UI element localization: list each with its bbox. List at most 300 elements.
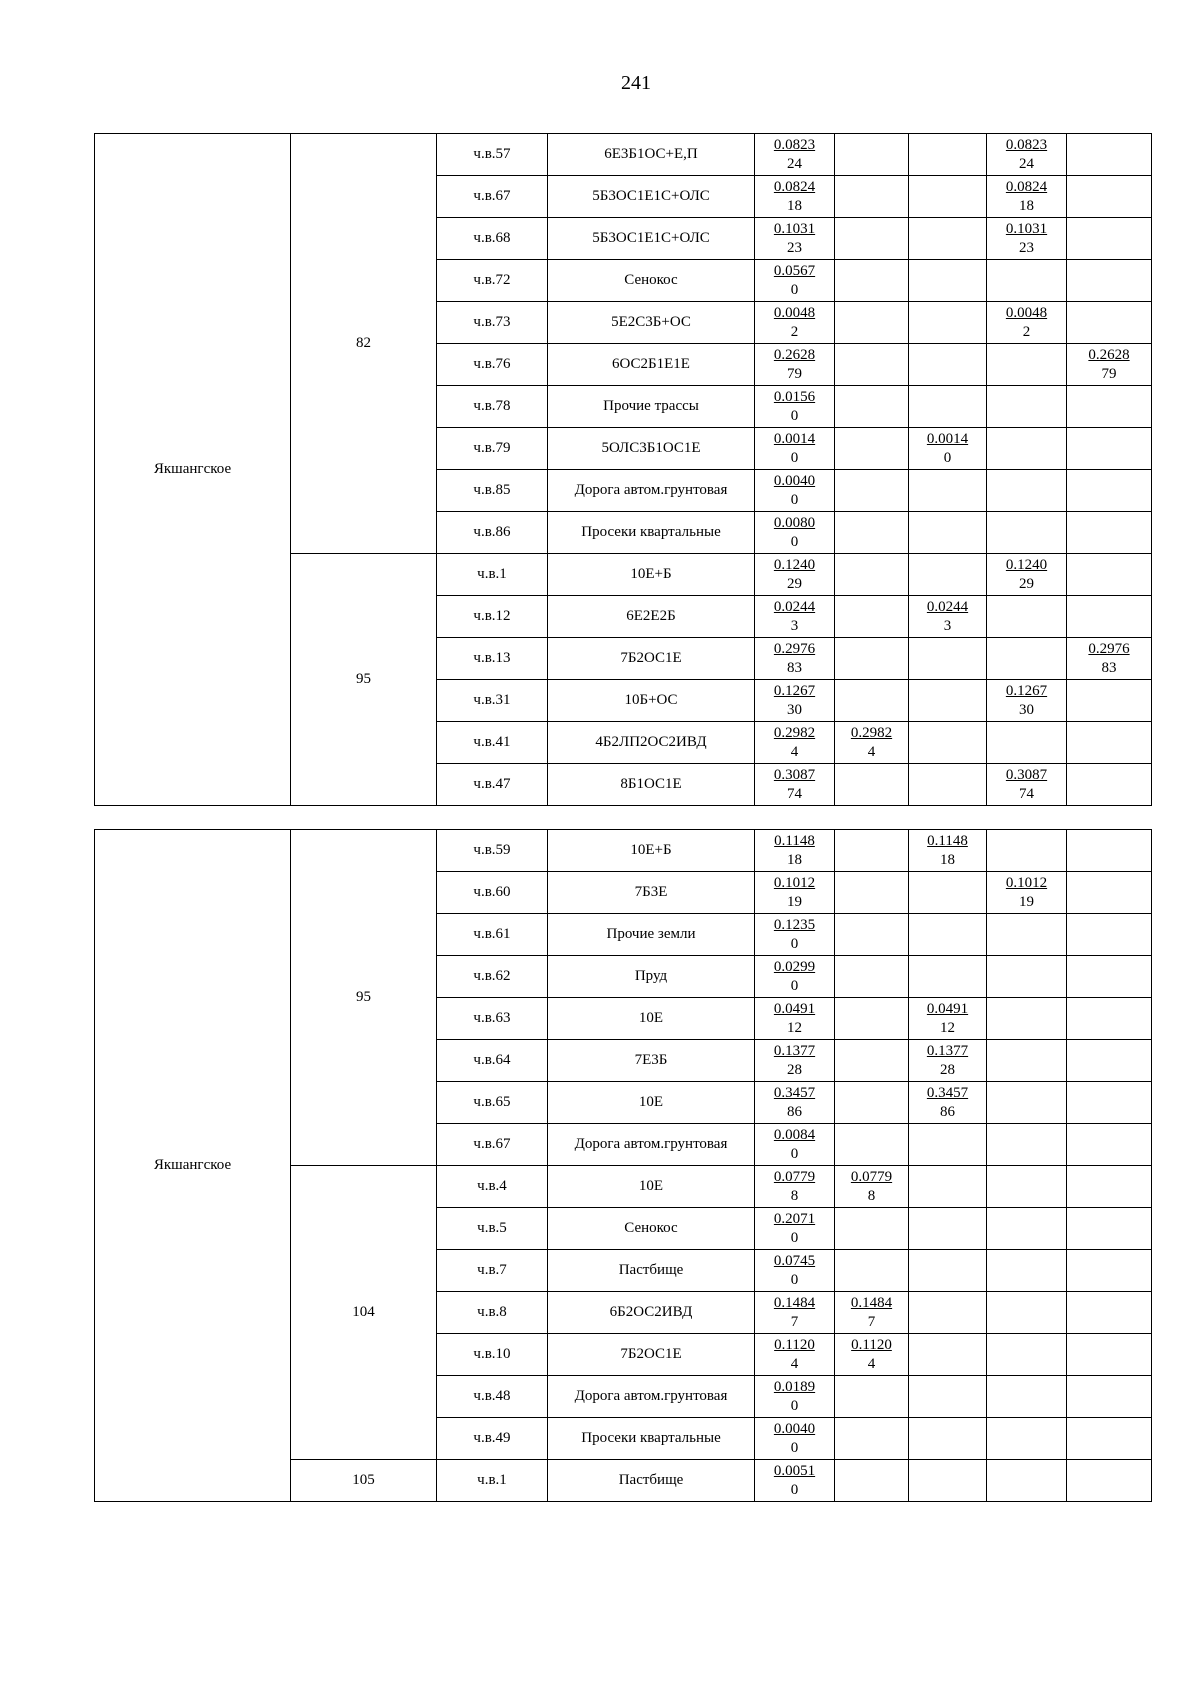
column-4-cell bbox=[1067, 722, 1152, 764]
fraction-value bbox=[774, 1336, 815, 1374]
area-value: 0.1148 bbox=[774, 832, 815, 849]
fraction-value bbox=[1006, 766, 1047, 804]
stock-value: 19 bbox=[1019, 893, 1034, 910]
fraction-value bbox=[774, 556, 815, 594]
stock-value: 79 bbox=[787, 365, 802, 382]
part-cell: ч.в.48 bbox=[437, 1376, 548, 1418]
area-value: 0.2982 bbox=[850, 724, 893, 741]
fraction-value bbox=[774, 598, 815, 636]
column-1-cell bbox=[835, 830, 909, 872]
column-3-cell bbox=[987, 260, 1067, 302]
district-cell: Якшангское bbox=[95, 134, 291, 806]
total-cell bbox=[755, 998, 835, 1040]
column-1-cell bbox=[835, 176, 909, 218]
column-2-cell bbox=[909, 872, 987, 914]
fraction-value bbox=[1006, 682, 1047, 720]
total-cell bbox=[755, 554, 835, 596]
column-3-cell bbox=[987, 1040, 1067, 1082]
stock-value: 0 bbox=[790, 1145, 799, 1162]
composition-cell: Пастбище bbox=[548, 1250, 755, 1292]
area-value: 0.0823 bbox=[1005, 136, 1048, 153]
composition-cell: 4Б2ЛП2ОС2ИВД bbox=[548, 722, 755, 764]
fraction-value bbox=[774, 1210, 815, 1248]
fraction-value bbox=[774, 766, 815, 804]
stock-value: 3 bbox=[943, 617, 952, 634]
column-2-cell bbox=[909, 1124, 987, 1166]
stock-value: 0 bbox=[943, 449, 952, 466]
column-2-cell bbox=[909, 1208, 987, 1250]
area-value: 0.0014 bbox=[926, 430, 969, 447]
stock-value: 29 bbox=[787, 575, 802, 592]
fraction-value bbox=[774, 1042, 815, 1080]
part-cell: ч.в.1 bbox=[437, 1460, 548, 1502]
total-cell bbox=[755, 956, 835, 998]
column-1-cell bbox=[835, 680, 909, 722]
fraction-value bbox=[774, 1252, 815, 1290]
column-2-cell bbox=[909, 638, 987, 680]
total-cell bbox=[755, 1334, 835, 1376]
total-cell bbox=[755, 722, 835, 764]
fraction-value bbox=[774, 514, 815, 552]
fraction-value bbox=[927, 832, 968, 870]
composition-cell: 7Е3Б bbox=[548, 1040, 755, 1082]
stock-value: 30 bbox=[1019, 701, 1034, 718]
fraction-value bbox=[927, 1000, 968, 1038]
area-value: 0.1267 bbox=[1005, 682, 1048, 699]
composition-cell: 10Е+Б bbox=[548, 830, 755, 872]
column-3-cell bbox=[987, 956, 1067, 998]
fraction-value bbox=[1006, 874, 1047, 912]
composition-cell: Прочие земли bbox=[548, 914, 755, 956]
column-4-cell bbox=[1067, 1292, 1152, 1334]
stock-value: 19 bbox=[787, 893, 802, 910]
stock-value: 18 bbox=[787, 197, 802, 214]
column-2-cell bbox=[909, 764, 987, 806]
column-2-cell bbox=[909, 1292, 987, 1334]
area-value: 0.0084 bbox=[773, 1126, 816, 1143]
column-4-cell bbox=[1067, 428, 1152, 470]
column-1-cell bbox=[835, 764, 909, 806]
total-cell bbox=[755, 1376, 835, 1418]
part-cell: ч.в.63 bbox=[437, 998, 548, 1040]
column-1-cell bbox=[835, 1460, 909, 1502]
area-value: 0.0779 bbox=[773, 1168, 816, 1185]
area-value: 0.2071 bbox=[773, 1210, 816, 1227]
part-cell: ч.в.59 bbox=[437, 830, 548, 872]
total-cell bbox=[755, 830, 835, 872]
column-2-cell bbox=[909, 386, 987, 428]
column-2-cell bbox=[909, 1250, 987, 1292]
fraction-value bbox=[774, 1378, 815, 1416]
fraction-value bbox=[851, 1336, 892, 1374]
area-value: 0.0189 bbox=[773, 1378, 816, 1395]
stock-value: 7 bbox=[790, 1313, 799, 1330]
column-4-cell bbox=[1067, 218, 1152, 260]
column-4-cell bbox=[1067, 998, 1152, 1040]
column-4-cell bbox=[1067, 554, 1152, 596]
column-2-cell bbox=[909, 512, 987, 554]
column-1-cell bbox=[835, 1082, 909, 1124]
fraction-value bbox=[774, 262, 815, 300]
column-1-cell bbox=[835, 1418, 909, 1460]
column-4-cell bbox=[1067, 260, 1152, 302]
column-3-cell bbox=[987, 470, 1067, 512]
fraction-value bbox=[774, 832, 815, 870]
column-1-cell bbox=[835, 302, 909, 344]
column-1-cell bbox=[835, 260, 909, 302]
area-value: 0.3457 bbox=[926, 1084, 969, 1101]
column-4-cell bbox=[1067, 764, 1152, 806]
total-cell bbox=[755, 344, 835, 386]
area-value: 0.0567 bbox=[773, 262, 816, 279]
column-1-cell bbox=[835, 470, 909, 512]
fraction-value bbox=[1006, 556, 1047, 594]
fraction-value bbox=[774, 178, 815, 216]
total-cell bbox=[755, 1208, 835, 1250]
block-number-cell: 105 bbox=[291, 1460, 437, 1502]
column-2-cell bbox=[909, 1082, 987, 1124]
part-cell: ч.в.47 bbox=[437, 764, 548, 806]
area-value: 0.0014 bbox=[773, 430, 816, 447]
part-cell: ч.в.5 bbox=[437, 1208, 548, 1250]
part-cell: ч.в.76 bbox=[437, 344, 548, 386]
column-1-cell bbox=[835, 428, 909, 470]
column-3-cell bbox=[987, 914, 1067, 956]
column-3-cell bbox=[987, 1208, 1067, 1250]
area-value: 0.1377 bbox=[926, 1042, 969, 1059]
area-value: 0.0823 bbox=[773, 136, 816, 153]
composition-cell: 6Б2ОС2ИВД bbox=[548, 1292, 755, 1334]
column-3-cell bbox=[987, 428, 1067, 470]
column-1-cell bbox=[835, 998, 909, 1040]
composition-cell: 10Е bbox=[548, 1082, 755, 1124]
column-3-cell bbox=[987, 1166, 1067, 1208]
part-cell: ч.в.85 bbox=[437, 470, 548, 512]
part-cell: ч.в.67 bbox=[437, 176, 548, 218]
stock-value: 0 bbox=[790, 1439, 799, 1456]
fraction-value bbox=[851, 1294, 892, 1332]
composition-cell: 6ОС2Б1Е1Е bbox=[548, 344, 755, 386]
column-4-cell bbox=[1067, 386, 1152, 428]
stock-value: 79 bbox=[1101, 365, 1117, 382]
composition-cell: 5Б3ОС1Е1С+ОЛС bbox=[548, 218, 755, 260]
total-cell bbox=[755, 1418, 835, 1460]
column-4-cell bbox=[1067, 512, 1152, 554]
fraction-value bbox=[927, 1042, 968, 1080]
fraction-value bbox=[774, 874, 815, 912]
total-cell bbox=[755, 596, 835, 638]
stock-value: 30 bbox=[787, 701, 802, 718]
part-cell: ч.в.86 bbox=[437, 512, 548, 554]
stock-value: 0 bbox=[790, 977, 799, 994]
column-3-cell bbox=[987, 1334, 1067, 1376]
stock-value: 7 bbox=[867, 1313, 876, 1330]
part-cell: ч.в.8 bbox=[437, 1292, 548, 1334]
column-2-cell bbox=[909, 260, 987, 302]
area-value: 0.1240 bbox=[773, 556, 816, 573]
area-value: 0.3087 bbox=[773, 766, 816, 783]
column-1-cell bbox=[835, 1208, 909, 1250]
part-cell: ч.в.1 bbox=[437, 554, 548, 596]
column-2-cell bbox=[909, 470, 987, 512]
part-cell: ч.в.73 bbox=[437, 302, 548, 344]
composition-cell: 10Е+Б bbox=[548, 554, 755, 596]
column-4-cell bbox=[1067, 1166, 1152, 1208]
composition-cell: 7Б2ОС1Е bbox=[548, 1334, 755, 1376]
fraction-value bbox=[927, 430, 968, 468]
composition-cell: 7Б2ОС1Е bbox=[548, 638, 755, 680]
area-value: 0.0048 bbox=[1005, 304, 1048, 321]
part-cell: ч.в.72 bbox=[437, 260, 548, 302]
fraction-value bbox=[774, 346, 815, 384]
total-cell bbox=[755, 1124, 835, 1166]
column-3-cell bbox=[987, 998, 1067, 1040]
column-3-cell bbox=[987, 554, 1067, 596]
part-cell: ч.в.57 bbox=[437, 134, 548, 176]
area-value: 0.1148 bbox=[927, 832, 968, 849]
fraction-value bbox=[1088, 640, 1129, 678]
stock-value: 83 bbox=[1101, 659, 1117, 676]
fraction-value bbox=[774, 1084, 815, 1122]
total-cell bbox=[755, 638, 835, 680]
area-value: 0.3087 bbox=[1005, 766, 1048, 783]
composition-cell: Прочие трассы bbox=[548, 386, 755, 428]
column-3-cell bbox=[987, 680, 1067, 722]
area-value: 0.0156 bbox=[773, 388, 816, 405]
forest-table-2 bbox=[94, 829, 1152, 1502]
column-3-cell bbox=[987, 722, 1067, 764]
part-cell: ч.в.60 bbox=[437, 872, 548, 914]
fraction-value bbox=[774, 958, 815, 996]
total-cell bbox=[755, 512, 835, 554]
column-2-cell bbox=[909, 554, 987, 596]
column-2-cell bbox=[909, 134, 987, 176]
fraction-value bbox=[774, 472, 815, 510]
column-1-cell bbox=[835, 1334, 909, 1376]
column-2-cell bbox=[909, 956, 987, 998]
part-cell: ч.в.10 bbox=[437, 1334, 548, 1376]
area-value: 0.1484 bbox=[773, 1294, 816, 1311]
total-cell bbox=[755, 176, 835, 218]
part-cell: ч.в.4 bbox=[437, 1166, 548, 1208]
column-1-cell bbox=[835, 872, 909, 914]
part-cell: ч.в.61 bbox=[437, 914, 548, 956]
composition-cell: Просеки квартальные bbox=[548, 1418, 755, 1460]
total-cell bbox=[755, 872, 835, 914]
fraction-value bbox=[1088, 346, 1129, 384]
column-4-cell bbox=[1067, 344, 1152, 386]
area-value: 0.0299 bbox=[773, 958, 816, 975]
table-row bbox=[95, 134, 1152, 176]
stock-value: 0 bbox=[790, 935, 799, 952]
page-number: 241 bbox=[621, 72, 651, 94]
part-cell: ч.в.12 bbox=[437, 596, 548, 638]
stock-value: 74 bbox=[1019, 785, 1034, 802]
area-value: 0.0040 bbox=[773, 1420, 816, 1437]
column-4-cell bbox=[1067, 1376, 1152, 1418]
part-cell: ч.в.41 bbox=[437, 722, 548, 764]
column-2-cell bbox=[909, 1040, 987, 1082]
column-3-cell bbox=[987, 512, 1067, 554]
district-cell: Якшангское bbox=[95, 830, 291, 1502]
column-4-cell bbox=[1067, 134, 1152, 176]
area-value: 0.0080 bbox=[773, 514, 816, 531]
area-value: 0.1120 bbox=[851, 1336, 892, 1353]
column-2-cell bbox=[909, 218, 987, 260]
stock-value: 0 bbox=[790, 491, 799, 508]
column-2-cell bbox=[909, 176, 987, 218]
part-cell: ч.в.49 bbox=[437, 1418, 548, 1460]
column-2-cell bbox=[909, 596, 987, 638]
column-3-cell bbox=[987, 302, 1067, 344]
column-4-cell bbox=[1067, 1250, 1152, 1292]
area-value: 0.1012 bbox=[1005, 874, 1048, 891]
composition-cell: 5Б3ОС1Е1С+ОЛС bbox=[548, 176, 755, 218]
column-4-cell bbox=[1067, 1418, 1152, 1460]
stock-value: 74 bbox=[787, 785, 802, 802]
total-cell bbox=[755, 914, 835, 956]
composition-cell: 10Е bbox=[548, 998, 755, 1040]
stock-value: 2 bbox=[790, 323, 799, 340]
area-value: 0.0040 bbox=[773, 472, 816, 489]
column-1-cell bbox=[835, 386, 909, 428]
composition-cell: 10Е bbox=[548, 1166, 755, 1208]
column-2-cell bbox=[909, 1334, 987, 1376]
column-1-cell bbox=[835, 638, 909, 680]
composition-cell: Сенокос bbox=[548, 260, 755, 302]
fraction-value bbox=[1006, 178, 1047, 216]
column-1-cell bbox=[835, 512, 909, 554]
total-cell bbox=[755, 218, 835, 260]
column-4-cell bbox=[1067, 470, 1152, 512]
composition-cell: 6Е3Б1ОС+Е,П bbox=[548, 134, 755, 176]
fraction-value bbox=[774, 1294, 815, 1332]
column-3-cell bbox=[987, 1292, 1067, 1334]
stock-value: 24 bbox=[1019, 155, 1034, 172]
area-value: 0.1240 bbox=[1005, 556, 1048, 573]
column-1-cell bbox=[835, 914, 909, 956]
fraction-value bbox=[851, 1168, 892, 1206]
column-1-cell bbox=[835, 134, 909, 176]
area-value: 0.0244 bbox=[773, 598, 816, 615]
fraction-value bbox=[774, 136, 815, 174]
column-1-cell bbox=[835, 1376, 909, 1418]
composition-cell: 7Б3Е bbox=[548, 872, 755, 914]
total-cell bbox=[755, 1460, 835, 1502]
stock-value: 4 bbox=[867, 1355, 876, 1372]
column-3-cell bbox=[987, 638, 1067, 680]
total-cell bbox=[755, 134, 835, 176]
total-cell bbox=[755, 1040, 835, 1082]
stock-value: 0 bbox=[790, 1229, 799, 1246]
column-3-cell bbox=[987, 764, 1067, 806]
column-1-cell bbox=[835, 1292, 909, 1334]
table-row bbox=[95, 830, 1152, 872]
fraction-value bbox=[927, 598, 968, 636]
stock-value: 3 bbox=[790, 617, 799, 634]
column-4-cell bbox=[1067, 872, 1152, 914]
stock-value: 12 bbox=[940, 1019, 955, 1036]
stock-value: 83 bbox=[787, 659, 802, 676]
fraction-value bbox=[1006, 220, 1047, 258]
stock-value: 0 bbox=[790, 1271, 799, 1288]
column-4-cell bbox=[1067, 1082, 1152, 1124]
column-3-cell bbox=[987, 386, 1067, 428]
part-cell: ч.в.13 bbox=[437, 638, 548, 680]
column-3-cell bbox=[987, 176, 1067, 218]
stock-value: 86 bbox=[940, 1103, 955, 1120]
part-cell: ч.в.68 bbox=[437, 218, 548, 260]
fraction-value bbox=[774, 430, 815, 468]
area-value: 0.0779 bbox=[850, 1168, 893, 1185]
column-2-cell bbox=[909, 428, 987, 470]
area-value: 0.0745 bbox=[773, 1252, 816, 1269]
part-cell: ч.в.31 bbox=[437, 680, 548, 722]
part-cell: ч.в.7 bbox=[437, 1250, 548, 1292]
column-1-cell bbox=[835, 344, 909, 386]
column-2-cell bbox=[909, 914, 987, 956]
composition-cell: Пастбище bbox=[548, 1460, 755, 1502]
area-value: 0.0824 bbox=[773, 178, 816, 195]
part-cell: ч.в.62 bbox=[437, 956, 548, 998]
area-value: 0.1012 bbox=[773, 874, 816, 891]
area-value: 0.0051 bbox=[773, 1462, 816, 1479]
column-2-cell bbox=[909, 344, 987, 386]
column-3-cell bbox=[987, 1376, 1067, 1418]
block-number-cell: 95 bbox=[291, 830, 437, 1166]
composition-cell: Дорога автом.грунтовая bbox=[548, 470, 755, 512]
stock-value: 86 bbox=[787, 1103, 802, 1120]
stock-value: 0 bbox=[790, 1481, 799, 1498]
stock-value: 29 bbox=[1019, 575, 1034, 592]
composition-cell: 10Б+ОС bbox=[548, 680, 755, 722]
area-value: 0.1031 bbox=[773, 220, 816, 237]
stock-value: 24 bbox=[787, 155, 802, 172]
part-cell: ч.в.79 bbox=[437, 428, 548, 470]
stock-value: 23 bbox=[787, 239, 802, 256]
column-2-cell bbox=[909, 1166, 987, 1208]
fraction-value bbox=[1006, 136, 1047, 174]
area-value: 0.1120 bbox=[774, 1336, 815, 1353]
column-1-cell bbox=[835, 1250, 909, 1292]
column-2-cell bbox=[909, 998, 987, 1040]
area-value: 0.2982 bbox=[773, 724, 816, 741]
part-cell: ч.в.64 bbox=[437, 1040, 548, 1082]
stock-value: 0 bbox=[790, 449, 799, 466]
area-value: 0.1267 bbox=[773, 682, 816, 699]
stock-value: 18 bbox=[786, 851, 802, 868]
column-2-cell bbox=[909, 1418, 987, 1460]
composition-cell: Просеки квартальные bbox=[548, 512, 755, 554]
composition-cell: 5Е2С3Б+ОС bbox=[548, 302, 755, 344]
area-value: 0.2628 bbox=[773, 346, 816, 363]
column-2-cell bbox=[909, 1376, 987, 1418]
stock-value: 0 bbox=[790, 1397, 799, 1414]
stock-value: 18 bbox=[939, 851, 955, 868]
total-cell bbox=[755, 260, 835, 302]
area-value: 0.1484 bbox=[850, 1294, 893, 1311]
column-2-cell bbox=[909, 680, 987, 722]
composition-cell: Дорога автом.грунтовая bbox=[548, 1124, 755, 1166]
column-1-cell bbox=[835, 956, 909, 998]
block-number-cell: 104 bbox=[291, 1166, 437, 1460]
column-4-cell bbox=[1067, 596, 1152, 638]
total-cell bbox=[755, 1166, 835, 1208]
fraction-value bbox=[774, 682, 815, 720]
stock-value: 8 bbox=[790, 1187, 799, 1204]
column-4-cell bbox=[1067, 914, 1152, 956]
composition-cell: Пруд bbox=[548, 956, 755, 998]
